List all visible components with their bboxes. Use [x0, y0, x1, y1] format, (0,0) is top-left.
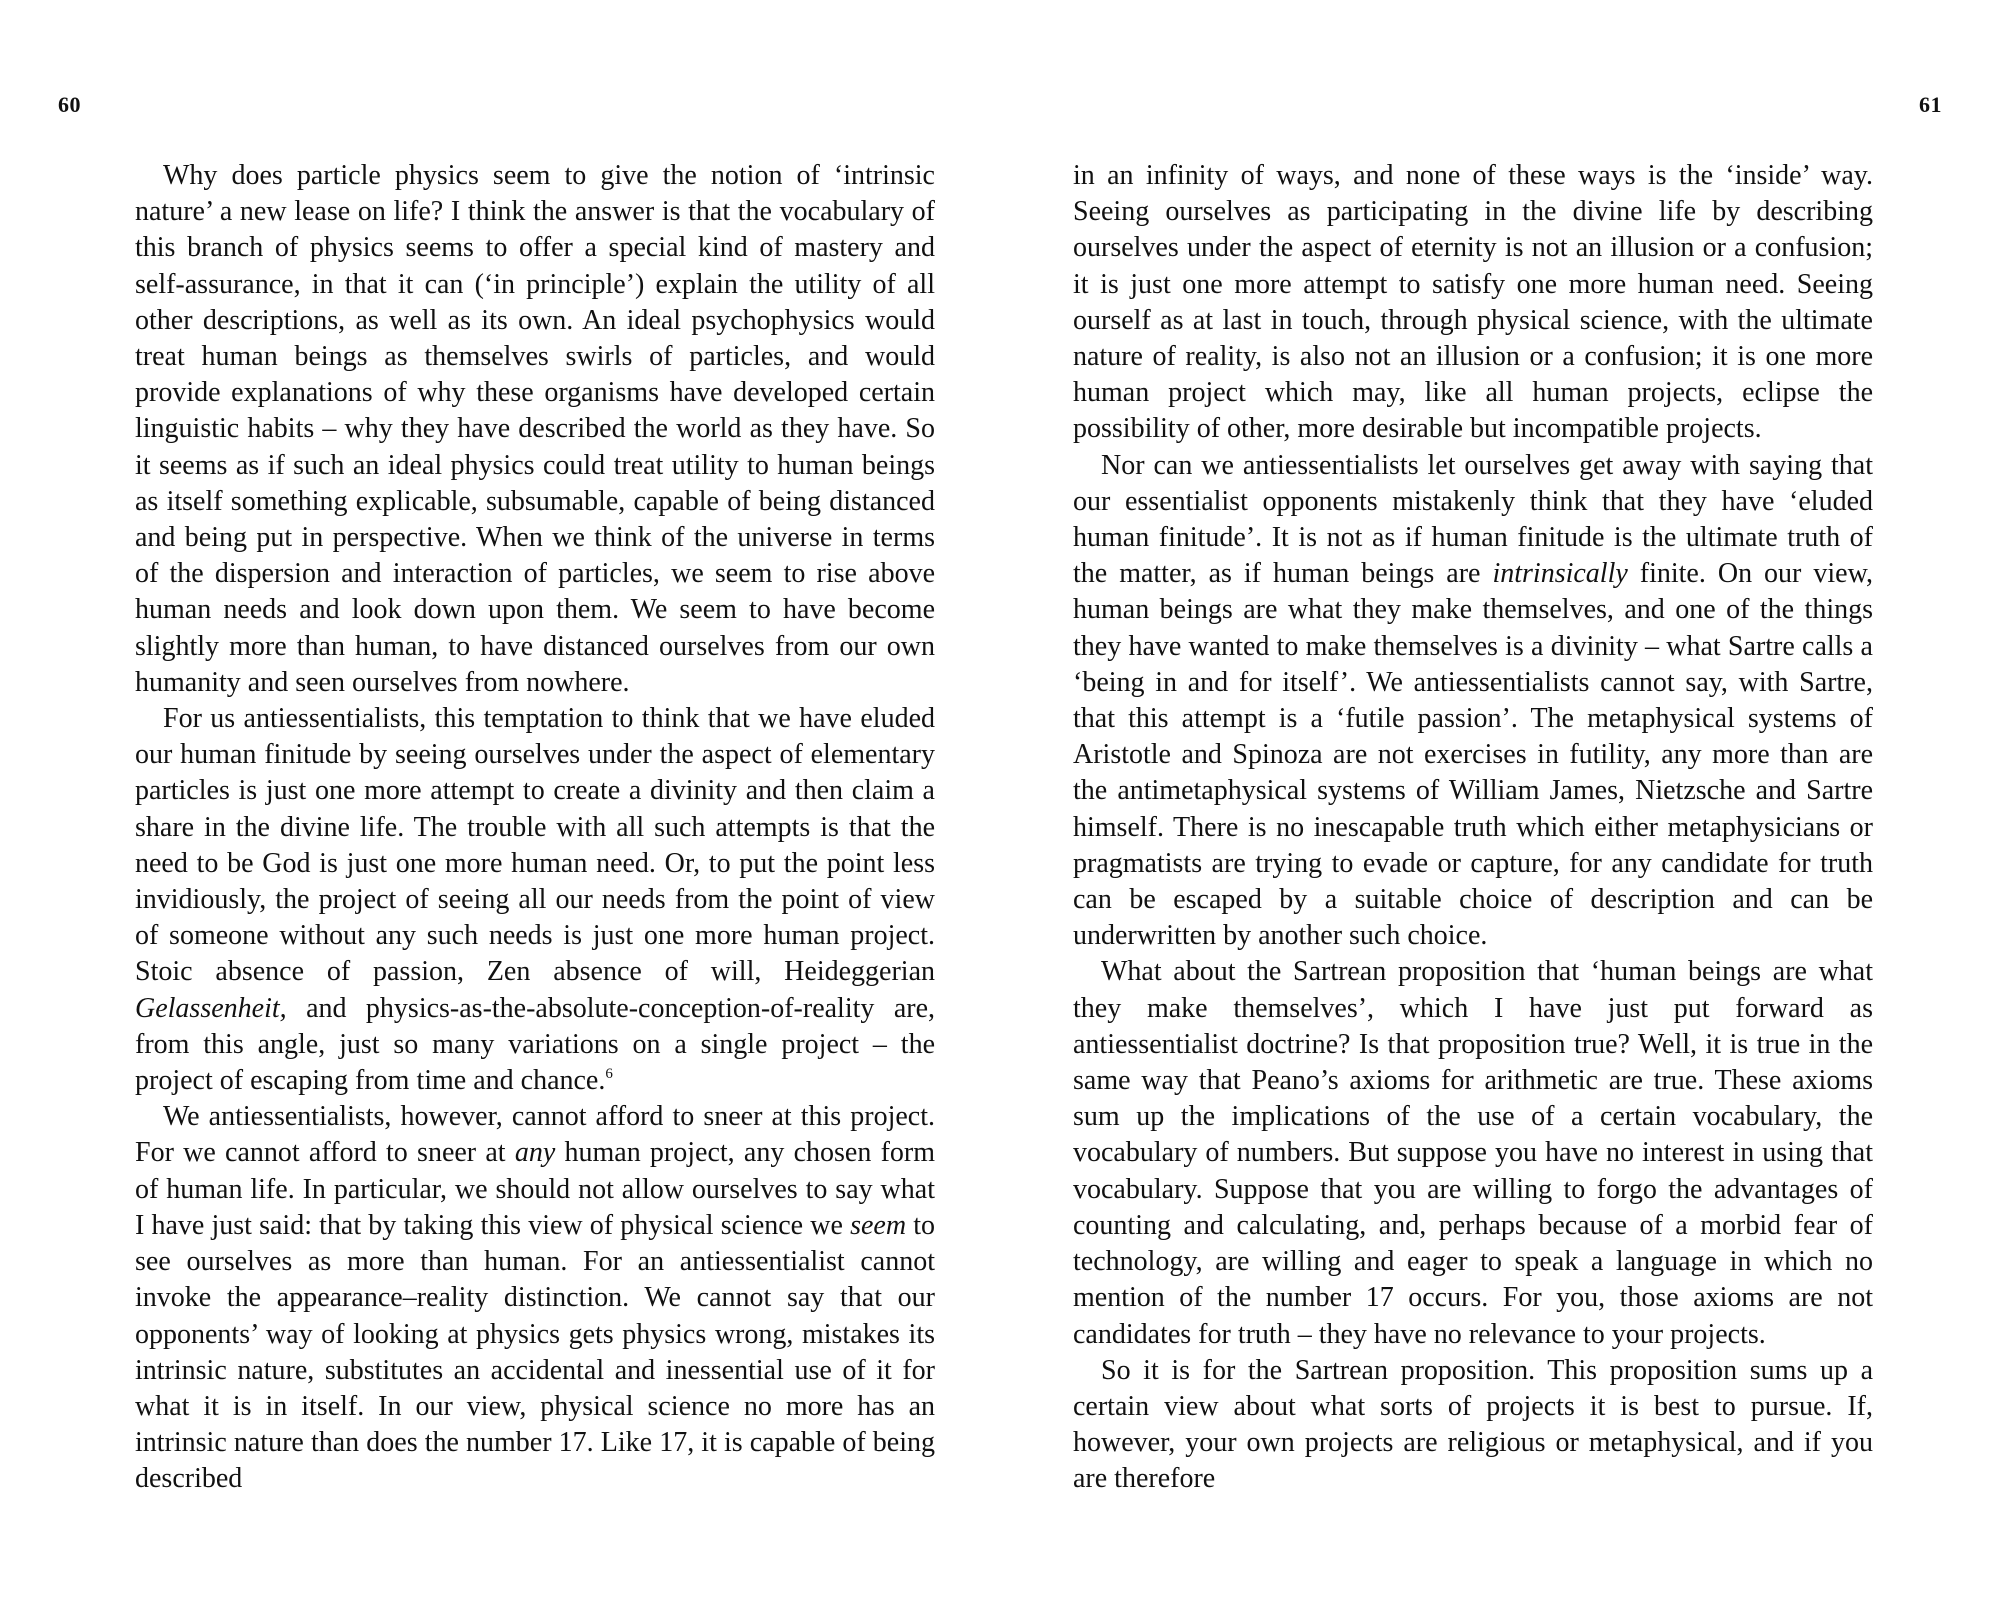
paragraph-continued — [1073, 158, 1873, 448]
page-number-left: 60 — [58, 92, 81, 117]
paragraph — [135, 158, 935, 701]
paragraph — [1073, 954, 1873, 1352]
paragraph-text: to see ourselves as more than human. For an antiessentialist cannot invoke the appearance–reality distinction. We cannot say that our opponents’ way of looking at physics gets physics wrong, mistakes its intrinsic nature, substitutes an accidental and inessential use of it for what it is in itself. In our view, physical science no more has an intrinsic nature than does the number 17. Like 17, it is capable of being described — [135, 1209, 935, 1495]
paragraph-text: For us antiessentialists, this temptation to think that we have eluded our human finitude by seeing ourselves under the aspect of elementary particles is just one more attempt to create a divinity and then claim a share in the divine life. The trouble with all such attempts is that the need to be God is just one more human need. Or, to put the point less invidiously, the project of seeing all our needs from the point of view of someone without any such needs is just one more human project. Stoic absence of passion, Zen absence of will, Heideggerian — [135, 703, 935, 988]
paragraph-text: What about the Sartrean proposition that ‘human beings are what they make themselves’, which I have just put forward as antiessentialist doctrine? Is that proposition true? Well, it is true in the same way that Peano’s axioms for arithmetic are true. These axioms sum up the implications of the use of a certain vocabulary, the vocabulary of numbers. But suppose you have no interest in using that vocabulary. Suppose that you are willing to forgo the advantages of counting and calculating, and, perhaps because of a morbid fear of technology, are willing and eager to speak a language in which no mention of the number 17 occurs. For you, those axioms are not candidates for truth – they have no relevance to your projects. — [1073, 956, 1873, 1350]
paragraph-text: So it is for the Sartrean proposition. This proposition sums up a certain view about what sorts of projects it is best to pursue. If, however, your own projects are religious or metaphysical, and if you are therefore — [1073, 1354, 1873, 1495]
right-page-text — [1073, 158, 1873, 1498]
paragraph-text: in an infinity of ways, and none of these ways is the ‘inside’ way. Seeing ourselves as participating in the divine life by describing ourselves under the aspect of eternity is not an illusion or a confusion; it is just one more attempt to satisfy one more human need. Seeing ourself as at last in touch, through physical science, with the ultimate nature of reality, is also not an illusion or a confusion; it is one more human project which may, like all human projects, eclipse the possibility of other, more desirable but incompatible projects. — [1073, 160, 1873, 445]
footnote-marker: 6 — [605, 1066, 613, 1083]
page-number-right: 61 — [1919, 92, 1942, 117]
left-page-text — [135, 158, 935, 1498]
paragraph-text: We antiessentialists, however, cannot afford to sneer at this project. For we cannot afford to sneer at — [135, 1101, 935, 1169]
paragraph-text: Nor can we antiessentialists let ourselves get away with saying that our essentialist opponents mistakenly think that they have ‘eluded human finitude’. It is not as if human finitude is the ultimate truth of the matter, as if human beings are — [1073, 449, 1873, 590]
italic-term: any — [514, 1137, 556, 1169]
paragraph — [1073, 448, 1873, 955]
paragraph-text: and physics-as-the-absolute-conception-of-reality are, from this angle, just so many variations on a single project – the project of escaping from time and chance. — [135, 992, 935, 1097]
paragraph-text: Why does particle physics seem to give the notion of ‘intrinsic nature’ a new lease on life? I think the answer is that the vocabulary of this branch of physics seems to offer a special kind of mastery and self-assurance, in that it can (‘in principle’) explain the utility of all other descriptions, as well as its own. An ideal psychophysics would treat human beings as themselves swirls of particles, and would provide explanations of why these organisms have developed certain linguistic habits – why they have described the world as they have. So it seems as if such an ideal physics could treat utility to human beings as itself something explicable, subsumable, capable of being distanced and being put in perspective. When we think of the universe in terms of the dispersion and interaction of particles, we seem to rise above human needs and look down upon them. We seem to have become slightly more than human, to have distanced ourselves from our own humanity and seen ourselves from nowhere. — [135, 160, 935, 698]
paragraph — [135, 701, 935, 1099]
paragraph — [1073, 1353, 1873, 1498]
italic-term: Gelassenheit, — [135, 992, 287, 1024]
italic-term: seem — [850, 1209, 907, 1241]
paragraph — [135, 1099, 935, 1497]
italic-term: intrinsically — [1492, 558, 1628, 590]
paragraph-text: finite. On our view, human beings are what they make themselves, and one of the things they have wanted to make themselves is a divinity – what Sartre calls a ‘being in and for itself’. We antiessentialists cannot say, with Sartre, that this attempt is a ‘futile passion’. The metaphysical systems of Aristotle and Spinoza are not exercises in futility, any more than are the antimetaphysical systems of William James, Nietzsche and Sartre himself. There is no inescapable truth which either metaphysicians or pragmatists are trying to evade or capture, for any candidate for truth can be escaped by a suitable choice of description and can be underwritten by another such choice. — [1073, 558, 1873, 952]
paragraph-text: human project, any chosen form of human life. In particular, we should not allow ourselves to say what I have just said: that by taking this view of physical science we — [135, 1137, 935, 1241]
